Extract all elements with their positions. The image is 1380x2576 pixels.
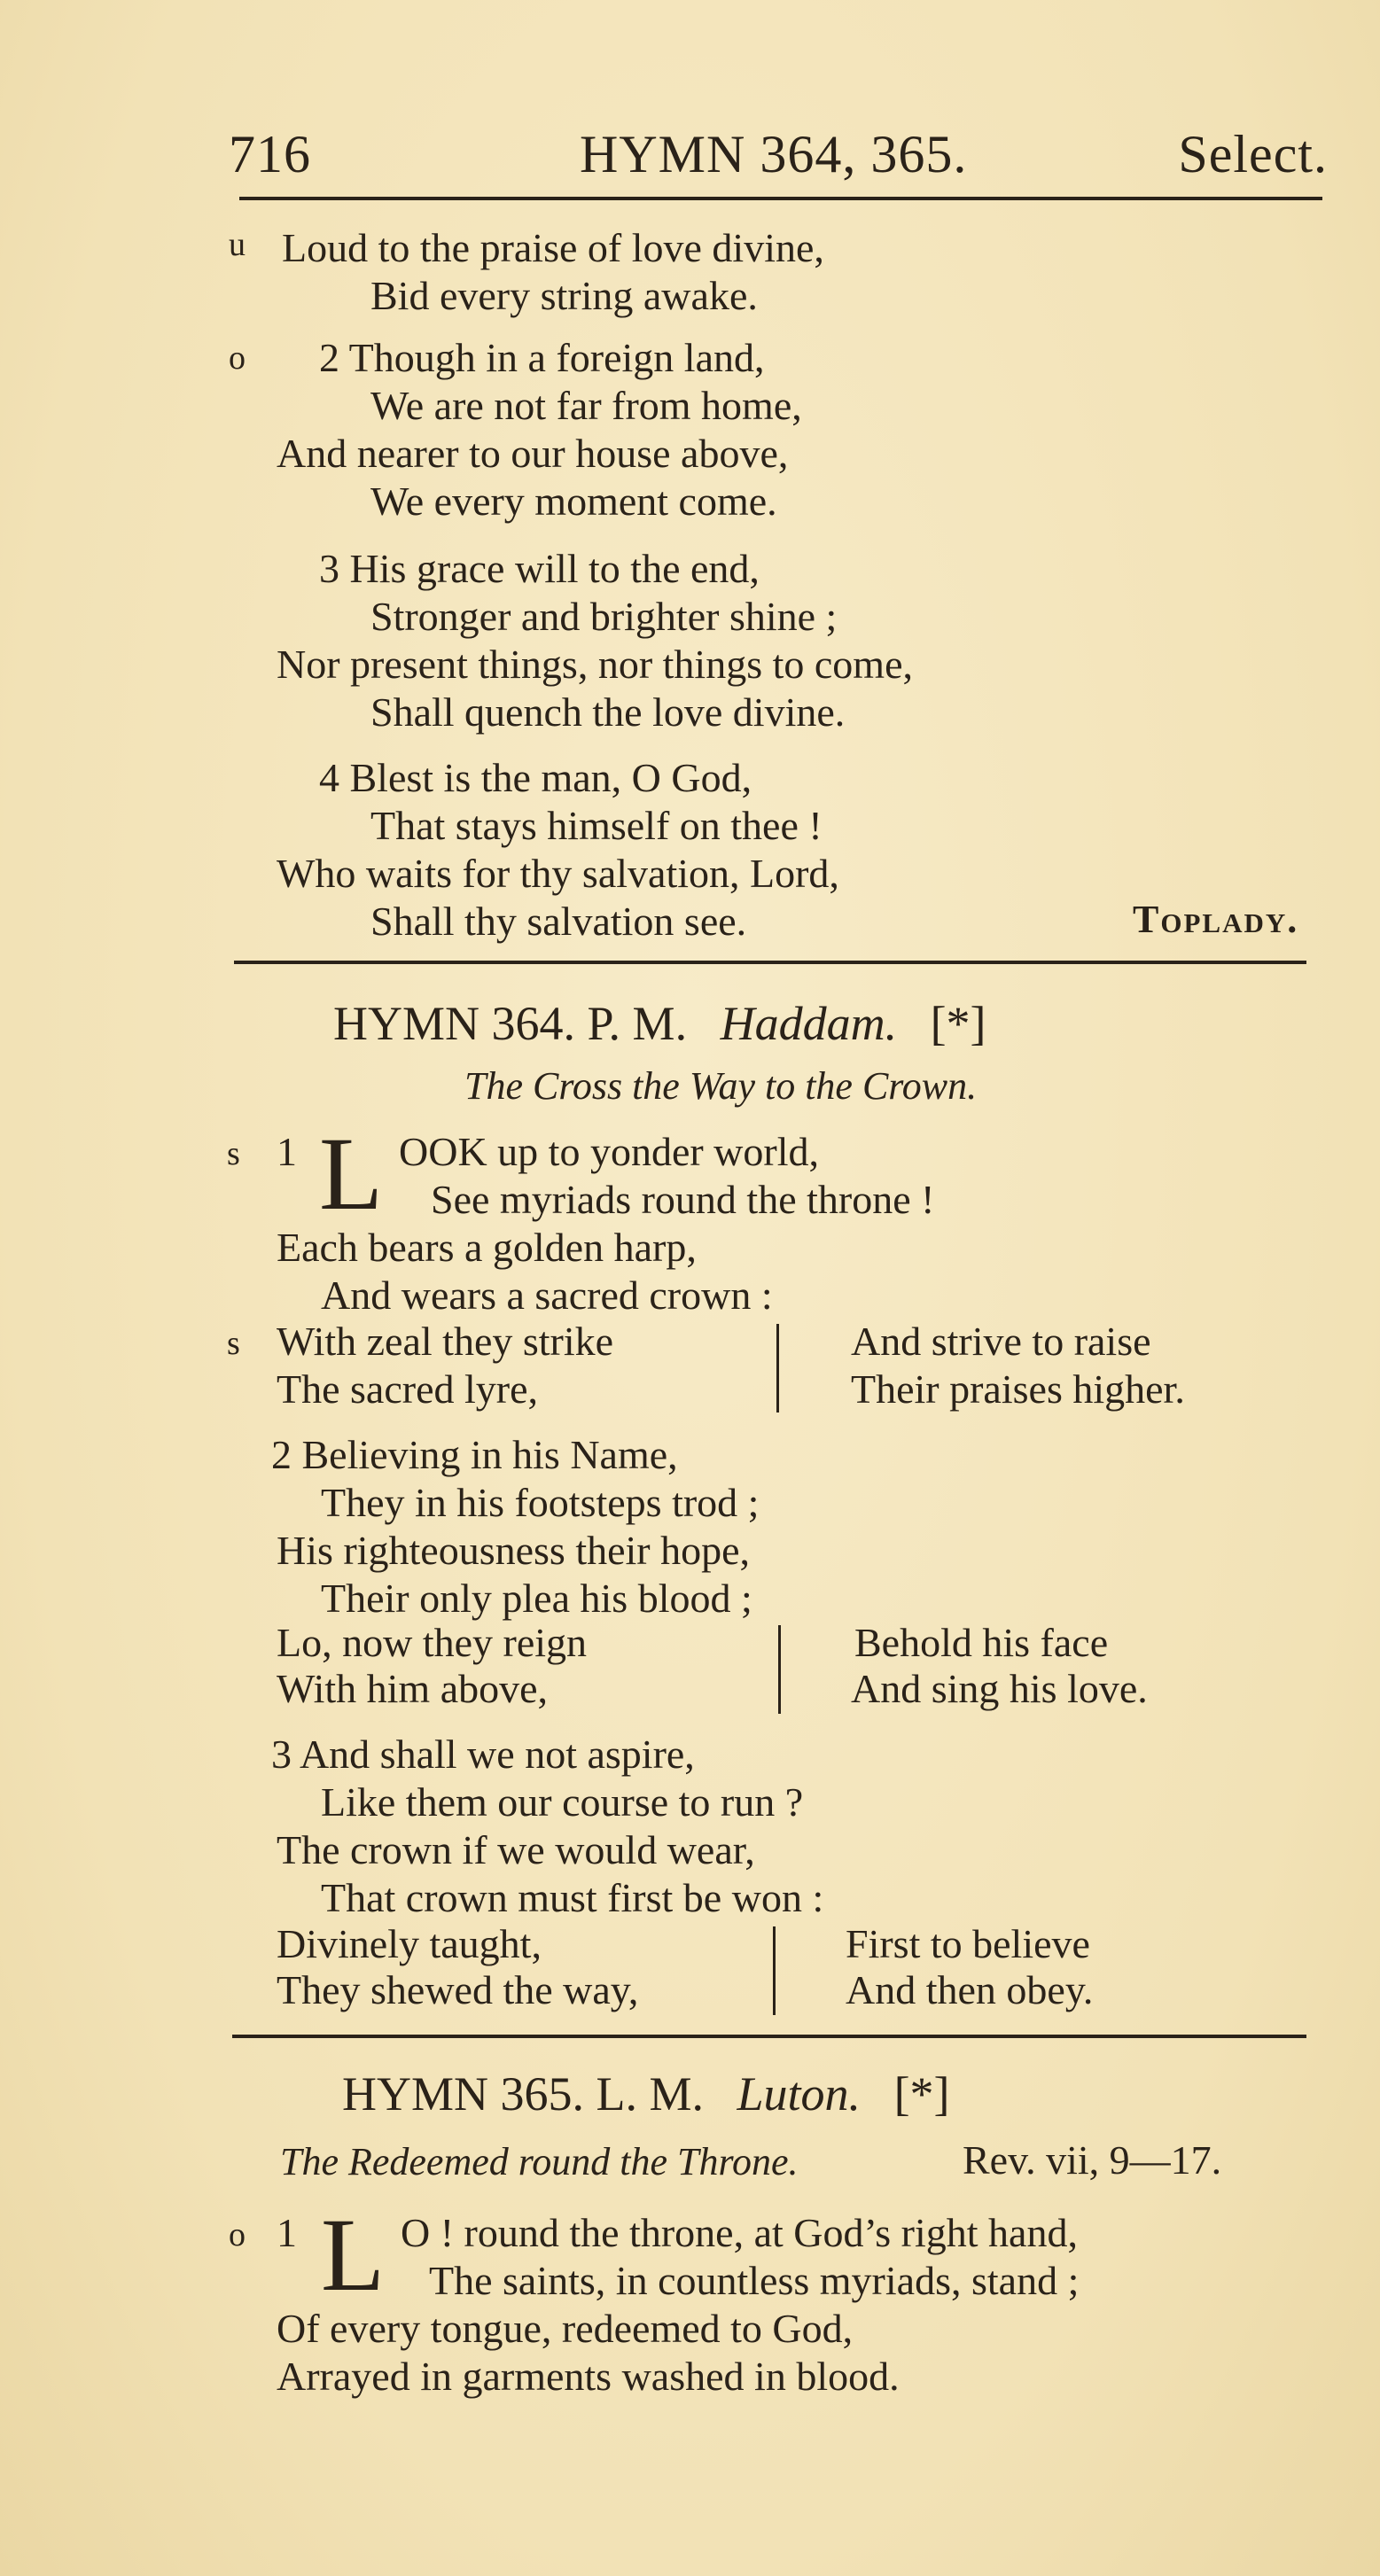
chorus-divider [776,1324,779,1413]
chorus-divider [773,1926,776,2015]
verse-line: And nearer to our house above, [277,431,789,476]
verse-line: Loud to the praise of love divine, [282,225,824,270]
chorus-line: And strive to raise [851,1319,1151,1364]
verse-line: We every moment come. [370,479,777,524]
verse-line: 2 Though in a foreign land, [319,335,765,380]
margin-mark: o [229,2216,246,2253]
section-label: Select. [1178,125,1328,183]
chorus-line: The sacred lyre, [277,1366,539,1412]
hymn-number-meter: HYMN 365. L. M. [342,2067,705,2121]
header-rule [239,197,1322,200]
running-title: HYMN 364, 365. [580,125,968,183]
verse-line: That crown must first be won : [321,1875,824,1920]
verse-line: Shall thy salvation see. [370,899,747,944]
scripture-reference: Rev. vii, 9—17. [963,2137,1222,2183]
verse-line: Their only plea his blood ; [321,1576,752,1621]
chorus-line: They shewed the way, [277,1967,639,2012]
verse-line: Of every tongue, redeemed to God, [277,2306,854,2351]
verse-line: 3 And shall we not aspire, [271,1732,695,1777]
verse-line: And wears a sacred crown : [321,1272,773,1318]
chorus-line: With him above, [277,1666,549,1711]
chorus-line: Their praises higher. [851,1366,1185,1412]
chorus-line: And sing his love. [851,1666,1148,1711]
verse-line: Arrayed in garments washed in blood. [277,2354,900,2399]
verse-line: Stronger and brighter shine ; [370,594,838,639]
verse-number: 1 [277,2210,297,2255]
page-header [229,124,1328,186]
verse-line: O ! round the throne, at God’s right hand, [401,2210,1078,2255]
verse-line: His righteousness their hope, [277,1528,751,1573]
hymn-divider [234,961,1306,964]
flag: [*] [930,997,986,1050]
verse-number: 1 [277,1129,297,1174]
verse-line: Shall quench the love divine. [370,689,846,735]
verse-line: OOK up to yonder world, [399,1129,819,1174]
margin-mark: s [227,1135,240,1172]
hymn-divider [232,2035,1306,2038]
chorus-line: First to believe [846,1921,1090,1966]
verse-line: They in his footsteps trod ; [321,1480,760,1525]
margin-mark: s [227,1325,240,1362]
verse-line: See myriads round the throne ! [431,1177,935,1222]
verse-line: We are not far from home, [370,383,802,428]
verse-line: The saints, in countless myriads, stand ; [429,2258,1080,2303]
hymn-number-meter: HYMN 364. P. M. [333,997,688,1050]
chorus-line: Divinely taught, [277,1921,542,1966]
verse-line: 2 Believing in his Name, [271,1432,678,1477]
tune-name: Haddam. [720,997,898,1050]
chorus-divider [778,1625,781,1714]
margin-mark: o [229,339,246,377]
drop-cap: L [321,2197,386,2313]
verse-line: The crown if we would wear, [277,1827,755,1872]
verse-line: Who waits for thy salvation, Lord, [277,851,839,896]
hymn-subtitle: The Redeemed round the Throne. [280,2140,799,2183]
hymn-title [342,2066,950,2121]
verse-line: Nor present things, nor things to come, [277,642,914,687]
chorus-line: With zeal they strike [277,1319,614,1364]
verse-line: 3 His grace will to the end, [319,546,760,591]
chorus-line: Lo, now they reign [277,1620,588,1665]
chorus-line: And then obey. [846,1967,1094,2012]
drop-cap: L [319,1116,384,1232]
verse-line: That stays himself on thee ! [370,803,823,848]
tune-name: Luton. [737,2067,862,2121]
verse-line: Like them our course to run ? [321,1779,804,1825]
hymn-title [333,996,986,1051]
verse-line: 4 Blest is the man, O God, [319,755,752,800]
verse-line: Bid every string awake. [370,273,758,318]
margin-mark: u [229,226,246,263]
author-name: Toplady. [1133,898,1299,941]
hymn-subtitle: The Cross the Way to the Crown. [464,1064,978,1108]
chorus-line: Behold his face [854,1620,1109,1665]
page-number: 716 [229,125,311,183]
flag: [*] [893,2067,950,2121]
verse-line: Each bears a golden harp, [277,1225,697,1270]
